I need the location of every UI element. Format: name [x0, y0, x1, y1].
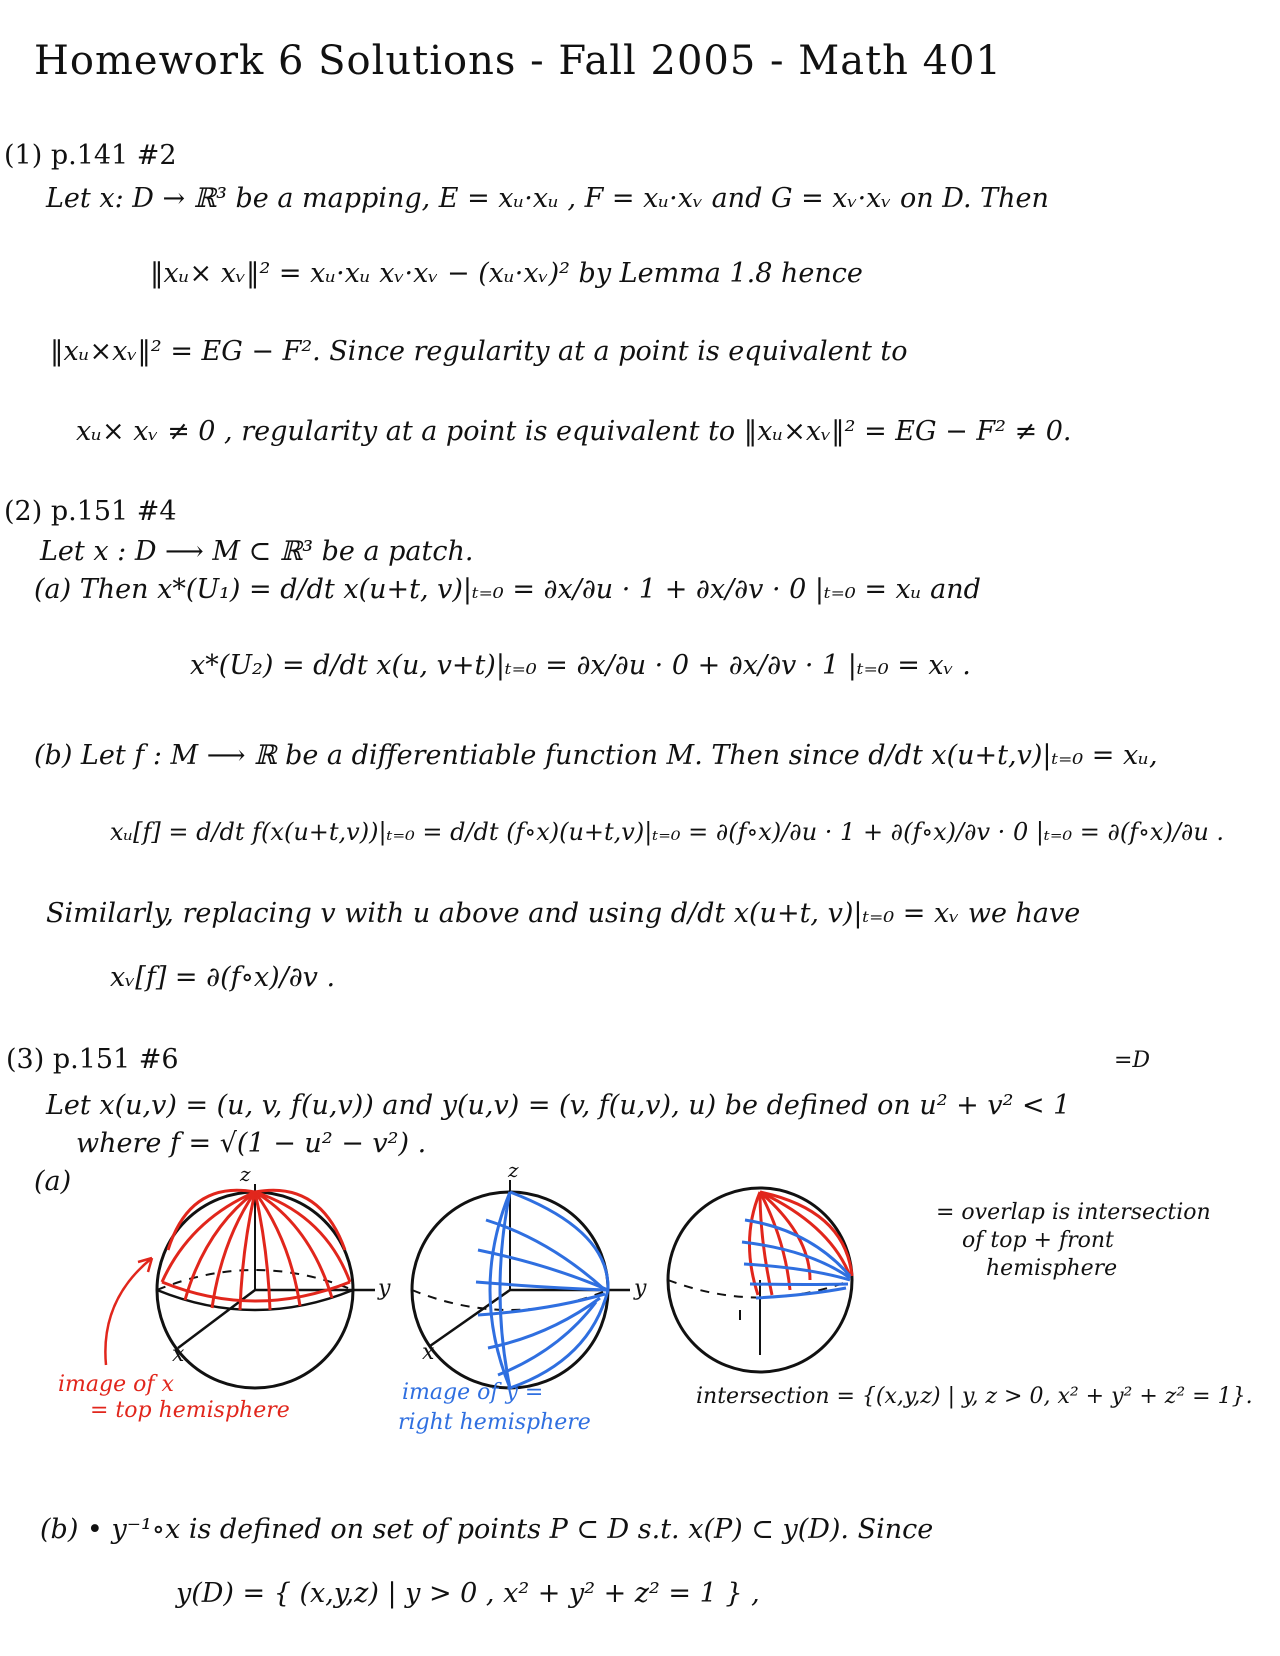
caption-image-of-y-line-2: right hemisphere — [398, 1410, 591, 1435]
sphere-overlap-figure — [660, 1180, 870, 1390]
z-axis-label-1: z — [240, 1162, 251, 1186]
problem-2-label: (2) p.151 #4 — [4, 496, 177, 527]
y-axis-label-1: y — [378, 1276, 391, 1301]
x-axis-label-2: x — [422, 1340, 435, 1365]
red-arrow — [90, 1240, 170, 1370]
problem-3-line-2: where f = √(1 − u² − v²) . — [76, 1128, 427, 1159]
problem-3-part-b-line-2: y(D) = { (x,y,z) | y > 0 , x² + y² + z² = 1 } , — [176, 1578, 760, 1609]
problem-1-line-2: ‖xᵤ× xᵥ‖² = xᵤ·xᵤ xᵥ·xᵥ − (xᵤ·xᵥ)² by Lemma 1.8 hence — [150, 258, 863, 289]
problem-2-line-7: xᵥ[f] = ∂(f∘x)/∂v . — [110, 962, 336, 993]
problem-2-line-4: (b) Let f : M ⟶ ℝ be a differentiable function M. Then since d/dt x(u+t,v)|ₜ₌₀ = xᵤ, — [34, 740, 1158, 771]
intersection-statement: intersection = {(x,y,z) | y, z > 0, x² + y² + z² = 1}. — [696, 1384, 1253, 1409]
overlap-note-line-3: hemisphere — [986, 1256, 1118, 1281]
problem-3-part-a-label: (a) — [34, 1166, 72, 1197]
problem-2-line-3: x*(U₂) = d/dt x(u, v+t)|ₜ₌₀ = ∂x/∂u · 0 + ∂x/∂v · 1 |ₜ₌₀ = xᵥ . — [190, 650, 971, 681]
problem-3-line-1: Let x(u,v) = (u, v, f(u,v)) and y(u,v) = (v, f(u,v), u) be defined on u² + v² < 1 — [46, 1090, 1071, 1121]
problem-3-part-b-line-1: (b) • y⁻¹∘x is defined on set of points P ⊂ D s.t. x(P) ⊂ y(D). Since — [40, 1514, 934, 1545]
problem-3-label: (3) p.151 #6 — [6, 1044, 179, 1075]
overlap-note-line-1: = overlap is intersection — [936, 1200, 1211, 1225]
problem-1-line-3: ‖xᵤ×xᵥ‖² = EG − F². Since regularity at a point is equivalent to — [50, 336, 908, 367]
overlap-note-line-2: of top + front — [962, 1228, 1114, 1253]
caption-image-of-x-line-1: image of x — [58, 1372, 174, 1397]
problem-2-line-1: Let x : D ⟶ M ⊂ ℝ³ be a patch. — [40, 536, 474, 567]
sphere-right-hemisphere-figure — [400, 1170, 640, 1400]
caption-image-of-y-line-1: image of y = — [402, 1380, 544, 1405]
page-title: Homework 6 Solutions - Fall 2005 - Math 401 — [34, 38, 1002, 84]
domain-mark: =D — [1114, 1048, 1151, 1073]
problem-1-line-1: Let x: D → ℝ³ be a mapping, E = xᵤ·xᵤ , F = xᵤ·xᵥ and G = xᵥ·xᵥ on D. Then — [46, 183, 1049, 214]
x-axis-line — [430, 1290, 510, 1346]
overlap-arcs — [742, 1192, 852, 1298]
problem-2-line-6: Similarly, replacing v with u above and using d/dt x(u+t, v)|ₜ₌₀ = xᵥ we have — [46, 898, 1081, 929]
x-axis-label-1: x — [172, 1342, 185, 1367]
z-axis-label-2: z — [508, 1158, 519, 1182]
sphere-top-hemisphere-figure — [150, 1170, 390, 1400]
caption-image-of-x-line-2: = top hemisphere — [90, 1398, 290, 1423]
problem-1-label: (1) p.141 #2 — [4, 140, 177, 171]
problem-2-line-5: xᵤ[f] = d/dt f(x(u+t,v))|ₜ₌₀ = d/dt (f∘x)(u+t,v)|ₜ₌₀ = ∂(f∘x)/∂u · 1 + ∂(f∘x)/∂v · 0 |ₜ₌₀ = ∂(f∘x)/∂u . — [110, 818, 1225, 846]
problem-1-line-4: xᵤ× xᵥ ≠ 0 , regularity at a point is equivalent to ‖xᵤ×xᵥ‖² = EG − F² ≠ 0. — [76, 416, 1072, 447]
y-axis-label-2: y — [634, 1276, 647, 1301]
problem-2-line-2: (a) Then x*(U₁) = d/dt x(u+t, v)|ₜ₌₀ = ∂x/∂u · 1 + ∂x/∂v · 0 |ₜ₌₀ = xᵤ and — [34, 574, 981, 605]
